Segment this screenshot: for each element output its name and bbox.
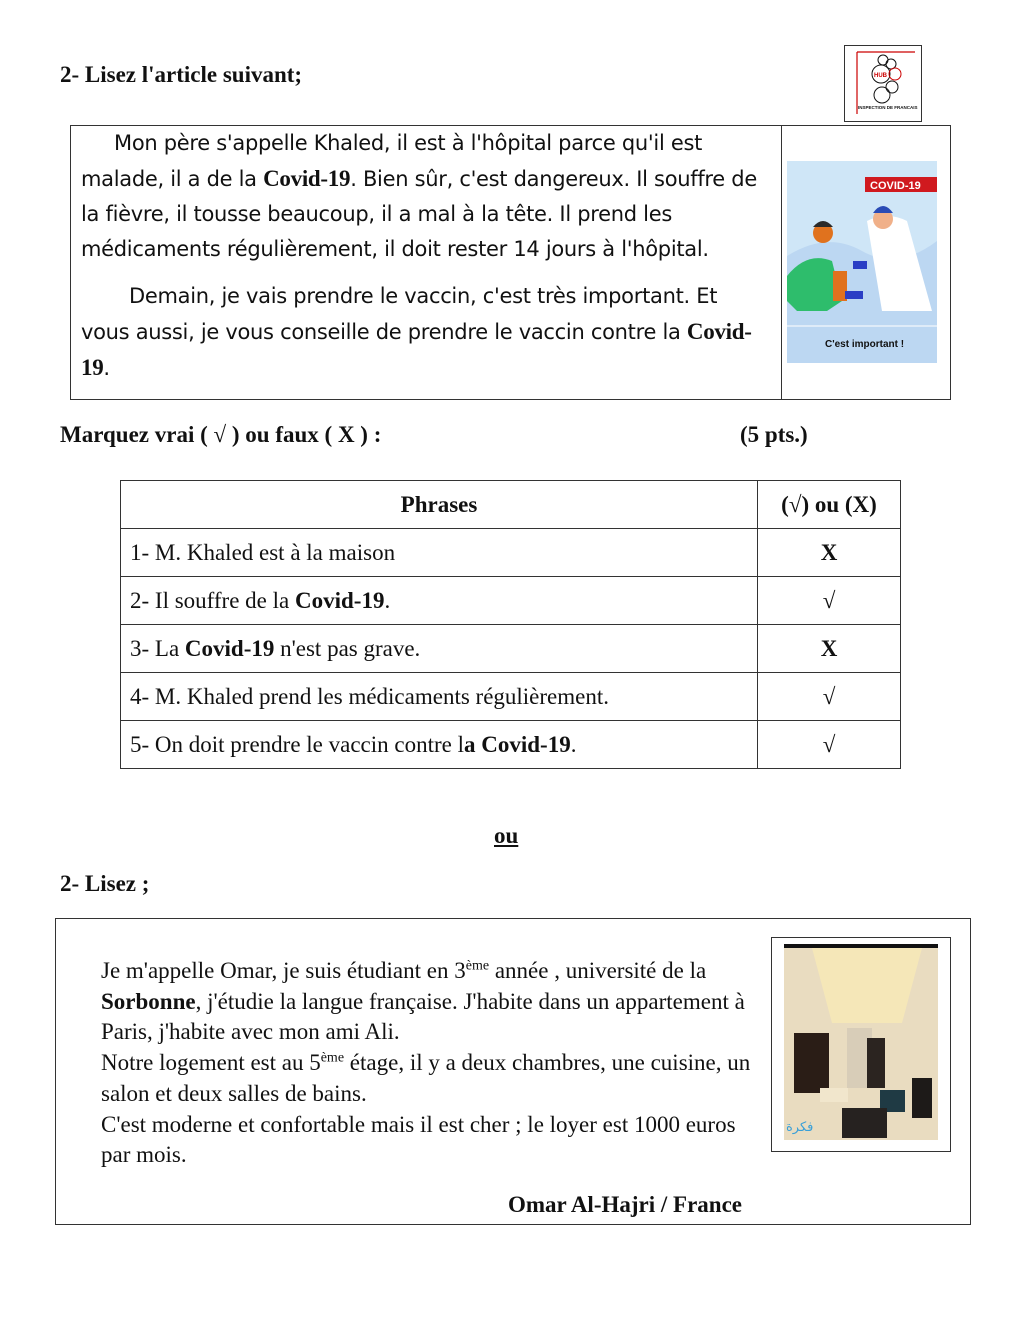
inspection-logo <box>844 45 922 122</box>
answer-mark: X <box>758 625 901 673</box>
bold-text: Covid-19 <box>295 587 385 613</box>
text-segment: 1- M. Khaled est à la maison <box>130 539 396 565</box>
table-row <box>121 577 901 625</box>
phrase-cell <box>121 721 758 769</box>
covid-banner: COVID-19 <box>870 180 921 192</box>
text-segment: Demain, je vais prendre le vaccin, c'est très important. Et vous aussi, je vous conseille de prendre le vaccin contre la <box>81 284 718 344</box>
table-row <box>121 625 901 673</box>
svg-text:INSPECTION DE FRANCAIS: INSPECTION DE FRANCAIS <box>858 105 918 110</box>
section2-heading: 2- Lisez ; <box>60 871 150 896</box>
separator-ou: ou <box>494 823 519 848</box>
bold-text: Sorbonne <box>101 988 196 1014</box>
section1-heading: 2- Lisez l'article suivant; <box>60 62 303 87</box>
bold-text: Covid-19 <box>81 319 752 380</box>
bold-text: Covid-19 <box>184 635 275 661</box>
text-segment: . Bien sûr, c'est dangereux. Il souffre de la fièvre, il tousse beaucoup, il a mal à la tête. Il prend les médicaments régulièrement, il doit rester 14 jours à l'hôpital. <box>81 167 757 261</box>
text-segment: . <box>384 587 391 613</box>
table-row <box>121 529 901 577</box>
text-segment: 3- La <box>130 635 185 661</box>
text-segment: 2- Il souffre de la <box>130 587 295 613</box>
answer-mark: √ <box>758 721 901 769</box>
text-segment: C'est moderne et confortable mais il est cher ; le loyer est 1000 euros par mois. <box>101 1111 736 1168</box>
svg-text:HUB: HUB <box>874 73 887 79</box>
text-segment: étage, il y a deux chambres, une cuisine, un salon et deux salles de bains. <box>101 1050 751 1106</box>
text-segment: Je m'appelle Omar, je suis étudiant en 3 <box>101 958 466 983</box>
article-paragraph-2 <box>81 279 771 386</box>
exercise-instruction: Marquez vrai ( √ ) ou faux ( X ) : <box>60 422 382 447</box>
text-segment: . <box>103 356 110 380</box>
column-divider <box>781 126 782 399</box>
article-paragraph-1 <box>81 126 771 267</box>
answer-mark: √ <box>758 577 901 625</box>
text-segment: année , université de la <box>489 958 707 983</box>
text-segment: Notre logement est au 5 <box>101 1050 321 1076</box>
text-segment: Mon père s'appelle Khaled, il est à l'hôpital parce qu'il est malade, il a de la <box>81 131 703 191</box>
true-false-table <box>120 480 901 769</box>
signature: Omar Al-Hajri / France <box>508 1192 742 1217</box>
phrase-cell <box>121 625 758 673</box>
phrase-cell <box>121 529 758 577</box>
exercise-points: (5 pts.) <box>740 422 808 447</box>
covid-vaccine-illustration <box>787 161 937 363</box>
text-segment: , j'étudie la langue française. J'habite dans un appartement à Paris, j'habite avec mon ami Ali. <box>101 988 745 1045</box>
text-segment: . <box>570 731 577 757</box>
text-segment: 4- M. Khaled prend les médicaments régulièrement. <box>130 683 610 709</box>
answer-mark: X <box>758 529 901 577</box>
apartment-photo <box>771 937 951 1152</box>
covid-caption: C'est important ! <box>825 339 905 350</box>
header-answer: (√) ou (X) <box>758 481 901 529</box>
bold-text: Covid-19 <box>263 166 351 191</box>
text-segment: ème <box>465 958 490 974</box>
text-segment: ème <box>320 1050 345 1066</box>
header-phrases: Phrases <box>121 481 758 529</box>
text-segment: n'est pas grave. <box>274 635 421 661</box>
answer-mark: √ <box>758 673 901 721</box>
text-segment: 5- On doit prendre le vaccin contre l <box>130 731 465 757</box>
table-row <box>121 673 901 721</box>
bold-text: a Covid-19 <box>464 731 571 757</box>
reading-paragraph <box>101 956 766 1171</box>
phrase-cell <box>121 577 758 625</box>
table-row <box>121 721 901 769</box>
phrase-cell <box>121 673 758 721</box>
watermark: فكرة <box>786 1120 814 1135</box>
